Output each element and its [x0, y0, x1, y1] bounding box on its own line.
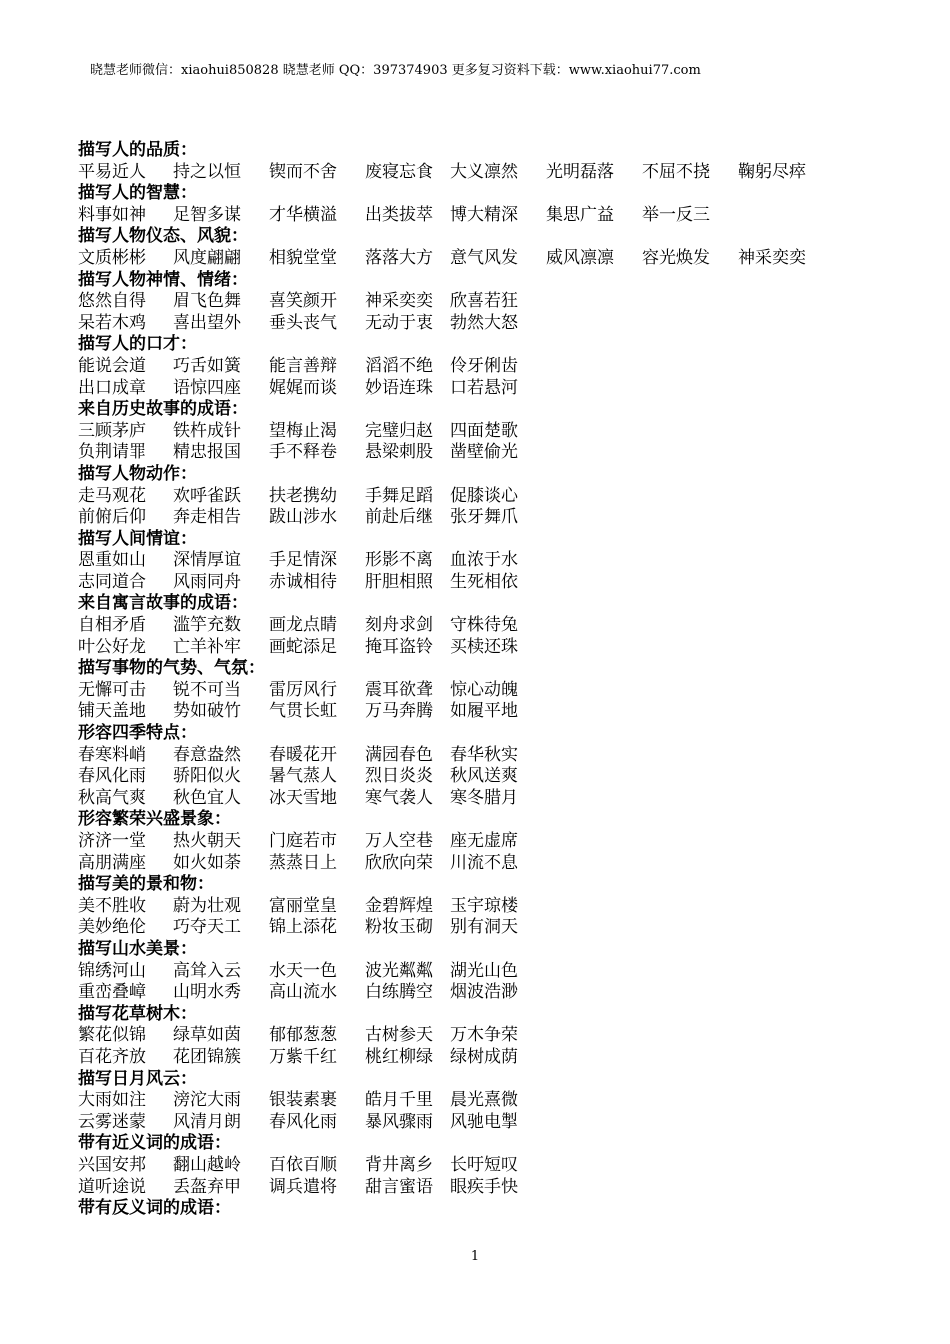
idiom: 寒冬腊月	[450, 787, 518, 808]
idiom: 叶公好龙	[78, 636, 146, 657]
idiom-row	[78, 831, 898, 853]
idiom: 负荆请罪	[78, 442, 146, 463]
idiom: 眉飞色舞	[173, 291, 241, 312]
page-header: 晓慧老师微信：xiaohui850828 晓慧老师 QQ：397374903 更多复习资料下载：www.xiaohui77.com	[90, 63, 701, 78]
idiom: 集思广益	[546, 204, 614, 225]
section-title: 形容繁荣兴盛景象：	[78, 809, 231, 830]
idiom: 晨光熹微	[450, 1090, 518, 1111]
idiom: 气贯长虹	[269, 701, 337, 722]
idiom: 山明水秀	[173, 982, 241, 1003]
idiom: 川流不息	[450, 852, 518, 873]
idiom: 呆若木鸡	[78, 312, 146, 333]
idiom: 完璧归赵	[365, 420, 433, 441]
idiom: 悬梁刺股	[365, 442, 433, 463]
idiom: 欣欣向荣	[365, 852, 433, 873]
idiom: 万马奔腾	[365, 701, 433, 722]
idiom: 高朋满座	[78, 852, 146, 873]
idiom: 滔滔不绝	[365, 355, 433, 376]
idiom: 光明磊落	[546, 161, 614, 182]
section-title: 形容四季特点：	[78, 723, 197, 744]
idiom-row	[78, 1025, 898, 1047]
idiom: 风雨同舟	[173, 571, 241, 592]
section-title: 描写美的景和物：	[78, 874, 214, 895]
idiom: 万人空巷	[365, 831, 433, 851]
idiom: 文质彬彬	[78, 247, 146, 268]
idiom: 废寝忘食	[365, 161, 433, 182]
section-title: 描写日月风云：	[78, 1068, 197, 1089]
idiom: 鞠躬尽瘁	[738, 161, 806, 182]
idiom: 万紫千红	[269, 1046, 337, 1067]
idiom: 百依百顺	[269, 1154, 337, 1175]
idiom: 风度翩翩	[173, 247, 241, 268]
idiom: 精忠报国	[173, 442, 241, 463]
idiom: 落落大方	[365, 247, 433, 268]
idiom: 玉宇琼楼	[450, 895, 518, 916]
idiom: 蒸蒸日上	[269, 852, 337, 873]
idiom-row	[78, 572, 898, 594]
idiom-row	[78, 680, 898, 702]
idiom: 别有洞天	[450, 917, 518, 938]
idiom: 守株待兔	[450, 615, 518, 636]
idiom-row	[78, 701, 898, 723]
idiom: 春风化雨	[269, 1111, 337, 1132]
idiom: 恩重如山	[78, 550, 146, 571]
idiom-row	[78, 356, 898, 378]
section-title: 描写人间情谊：	[78, 528, 197, 549]
idiom: 买椟还珠	[450, 636, 518, 657]
idiom-row	[78, 637, 898, 659]
idiom: 大义凛然	[450, 161, 518, 182]
idiom: 悠然自得	[78, 291, 146, 312]
idiom: 深情厚谊	[173, 550, 241, 571]
idiom: 粉妆玉砌	[365, 917, 433, 938]
idiom: 无动于衷	[365, 312, 433, 333]
idiom: 出类拔萃	[365, 204, 433, 225]
idiom: 满园春色	[365, 744, 433, 765]
idiom: 前赴后继	[365, 507, 433, 528]
idiom: 背井离乡	[365, 1154, 433, 1175]
idiom-row	[78, 615, 898, 637]
idiom: 桃红柳绿	[365, 1046, 433, 1067]
idiom: 促膝谈心	[450, 485, 518, 506]
idiom: 皓月千里	[365, 1090, 433, 1111]
idiom: 扶老携幼	[269, 485, 337, 506]
idiom: 无懈可击	[78, 679, 146, 700]
idiom: 意气风发	[450, 247, 518, 268]
idiom: 锐不可当	[173, 679, 241, 700]
idiom: 凿壁偷光	[450, 442, 518, 463]
idiom: 能言善辩	[269, 355, 337, 376]
idiom: 春意盎然	[173, 744, 241, 765]
idiom-row	[78, 378, 898, 400]
idiom-row	[78, 421, 898, 443]
idiom: 垂头丧气	[269, 312, 337, 333]
section-title: 描写事物的气势、气氛：	[78, 658, 265, 679]
idiom: 相貌堂堂	[269, 247, 337, 268]
idiom: 三顾茅庐	[78, 420, 146, 441]
idiom: 喜出望外	[173, 312, 241, 333]
idiom: 烟波浩渺	[450, 982, 518, 1003]
section-title: 来自历史故事的成语：	[78, 399, 248, 420]
idiom: 欢呼雀跃	[173, 485, 241, 506]
idiom: 风清月朗	[173, 1111, 241, 1132]
idiom-row	[78, 162, 898, 184]
idiom-row	[78, 1112, 898, 1134]
idiom: 高山流水	[269, 982, 337, 1003]
section-title: 来自寓言故事的成语：	[78, 593, 248, 614]
idiom: 秋高气爽	[78, 787, 146, 808]
idiom: 神采奕奕	[738, 247, 806, 268]
idiom-row	[78, 896, 898, 918]
idiom: 出口成章	[78, 377, 146, 398]
idiom: 白练腾空	[365, 982, 433, 1003]
idiom-row	[78, 205, 898, 227]
idiom: 能说会道	[78, 355, 146, 376]
idiom: 手足情深	[269, 550, 337, 571]
idiom: 血浓于水	[450, 550, 518, 571]
idiom: 博大精深	[450, 204, 518, 225]
idiom: 口若悬河	[450, 377, 518, 398]
idiom: 伶牙俐齿	[450, 355, 518, 376]
idiom-row	[78, 291, 898, 313]
idiom: 座无虚席	[450, 831, 518, 851]
section-title: 描写人的口才：	[78, 334, 197, 355]
idiom: 前俯后仰	[78, 507, 146, 528]
idiom: 神采奕奕	[365, 291, 433, 312]
idiom: 铺天盖地	[78, 701, 146, 722]
idiom: 调兵遣将	[269, 1176, 337, 1197]
idiom: 风驰电掣	[450, 1111, 518, 1132]
idiom: 古树参天	[365, 1025, 433, 1046]
idiom-row	[78, 507, 898, 529]
idiom: 刻舟求剑	[365, 615, 433, 636]
idiom: 暴风骤雨	[365, 1111, 433, 1132]
idiom: 冰天雪地	[269, 787, 337, 808]
idiom: 手舞足蹈	[365, 485, 433, 506]
idiom: 足智多谋	[173, 204, 241, 225]
idiom: 春风化雨	[78, 766, 146, 787]
idiom: 滂沱大雨	[173, 1090, 241, 1111]
idiom: 百花齐放	[78, 1046, 146, 1067]
idiom: 波光粼粼	[365, 960, 433, 981]
idiom: 美不胜收	[78, 895, 146, 916]
idiom: 翻山越岭	[173, 1154, 241, 1175]
idiom: 才华横溢	[269, 204, 337, 225]
idiom: 锦上添花	[269, 917, 337, 938]
idiom: 妙语连珠	[365, 377, 433, 398]
idiom: 手不释卷	[269, 442, 337, 463]
idiom: 不屈不挠	[642, 161, 710, 182]
idiom: 欣喜若狂	[450, 291, 518, 312]
idiom: 铁杵成针	[173, 420, 241, 441]
idiom: 画龙点睛	[269, 615, 337, 636]
idiom: 长吁短叹	[450, 1154, 518, 1175]
idiom: 平易近人	[78, 161, 146, 182]
idiom: 重峦叠嶂	[78, 982, 146, 1003]
idiom-row	[78, 766, 898, 788]
idiom-row	[78, 853, 898, 875]
idiom: 春暖花开	[269, 744, 337, 765]
idiom: 势如破竹	[173, 701, 241, 722]
section-title: 描写人的智慧：	[78, 183, 197, 204]
idiom-row	[78, 745, 898, 767]
idiom-row	[78, 961, 898, 983]
idiom: 美妙绝伦	[78, 917, 146, 938]
section-title: 带有反义词的成语：	[78, 1198, 231, 1219]
idiom: 巧舌如簧	[173, 355, 241, 376]
section-title: 带有近义词的成语：	[78, 1133, 231, 1154]
idiom: 绿树成荫	[450, 1046, 518, 1067]
idiom: 如火如荼	[173, 852, 241, 873]
idiom: 赤诚相待	[269, 571, 337, 592]
section-title: 描写山水美景：	[78, 938, 197, 959]
idiom: 大雨如注	[78, 1090, 146, 1111]
idiom: 春寒料峭	[78, 744, 146, 765]
idiom: 高耸入云	[173, 960, 241, 981]
idiom-row	[78, 442, 898, 464]
idiom: 震耳欲聋	[365, 679, 433, 700]
idiom: 绿草如茵	[173, 1025, 241, 1046]
idiom: 济济一堂	[78, 831, 146, 851]
idiom: 甜言蜜语	[365, 1176, 433, 1197]
idiom: 娓娓而谈	[269, 377, 337, 398]
idiom: 自相矛盾	[78, 615, 146, 636]
idiom: 持之以恒	[173, 161, 241, 182]
idiom: 郁郁葱葱	[269, 1025, 337, 1046]
idiom: 金碧辉煌	[365, 895, 433, 916]
idiom: 举一反三	[642, 204, 710, 225]
idiom: 骄阳似火	[173, 766, 241, 787]
idiom: 富丽堂皇	[269, 895, 337, 916]
page-number: 1	[470, 1249, 480, 1264]
idiom: 道听途说	[78, 1176, 146, 1197]
idiom: 丢盔弃甲	[173, 1176, 241, 1197]
idiom: 热火朝天	[173, 831, 241, 851]
idiom: 烈日炎炎	[365, 766, 433, 787]
idiom: 兴国安邦	[78, 1154, 146, 1175]
idiom-row	[78, 248, 898, 270]
idiom: 威风凛凛	[546, 247, 614, 268]
idiom-row	[78, 982, 898, 1004]
idiom: 形影不离	[365, 550, 433, 571]
idiom-row	[78, 1047, 898, 1069]
idiom: 云雾迷蒙	[78, 1111, 146, 1132]
idiom: 水天一色	[269, 960, 337, 981]
idiom: 蔚为壮观	[173, 895, 241, 916]
idiom: 喜笑颜开	[269, 291, 337, 312]
idiom: 跋山涉水	[269, 507, 337, 528]
idiom: 秋风送爽	[450, 766, 518, 787]
idiom: 如履平地	[450, 701, 518, 722]
idiom: 秋色宜人	[173, 787, 241, 808]
idiom: 肝胆相照	[365, 571, 433, 592]
idiom: 暑气蒸人	[269, 766, 337, 787]
idiom: 勃然大怒	[450, 312, 518, 333]
idiom: 锲而不舍	[269, 161, 337, 182]
idiom-row	[78, 550, 898, 572]
idiom: 春华秋实	[450, 744, 518, 765]
idiom: 志同道合	[78, 571, 146, 592]
idiom: 张牙舞爪	[450, 507, 518, 528]
idiom: 料事如神	[78, 204, 146, 225]
idiom: 生死相依	[450, 571, 518, 592]
idiom: 万木争荣	[450, 1025, 518, 1046]
section-title: 描写人物动作：	[78, 463, 197, 484]
idiom-row	[78, 1177, 898, 1199]
idiom-row	[78, 1155, 898, 1177]
section-title: 描写花草树木：	[78, 1003, 197, 1024]
idiom: 亡羊补牢	[173, 636, 241, 657]
idiom-row	[78, 313, 898, 335]
section-title: 描写人物神情、情绪：	[78, 269, 248, 290]
idiom: 雷厉风行	[269, 679, 337, 700]
idiom: 画蛇添足	[269, 636, 337, 657]
section-title: 描写人物仪态、风貌：	[78, 226, 248, 247]
idiom-list	[78, 140, 898, 1220]
idiom: 巧夺天工	[173, 917, 241, 938]
idiom-row	[78, 1090, 898, 1112]
idiom: 奔走相告	[173, 507, 241, 528]
idiom-row	[78, 788, 898, 810]
idiom-row	[78, 486, 898, 508]
idiom: 惊心动魄	[450, 679, 518, 700]
idiom: 走马观花	[78, 485, 146, 506]
idiom: 滥竽充数	[173, 615, 241, 636]
idiom: 锦绣河山	[78, 960, 146, 981]
idiom: 门庭若市	[269, 831, 337, 851]
idiom: 花团锦簇	[173, 1046, 241, 1067]
idiom: 湖光山色	[450, 960, 518, 981]
idiom: 容光焕发	[642, 247, 710, 268]
idiom: 四面楚歌	[450, 420, 518, 441]
idiom: 语惊四座	[173, 377, 241, 398]
idiom: 寒气袭人	[365, 787, 433, 808]
idiom-row	[78, 917, 898, 939]
idiom: 眼疾手快	[450, 1176, 518, 1197]
idiom: 银装素裹	[269, 1090, 337, 1111]
idiom: 掩耳盗铃	[365, 636, 433, 657]
section-title: 描写人的品质：	[78, 140, 197, 160]
idiom: 望梅止渴	[269, 420, 337, 441]
idiom: 繁花似锦	[78, 1025, 146, 1046]
